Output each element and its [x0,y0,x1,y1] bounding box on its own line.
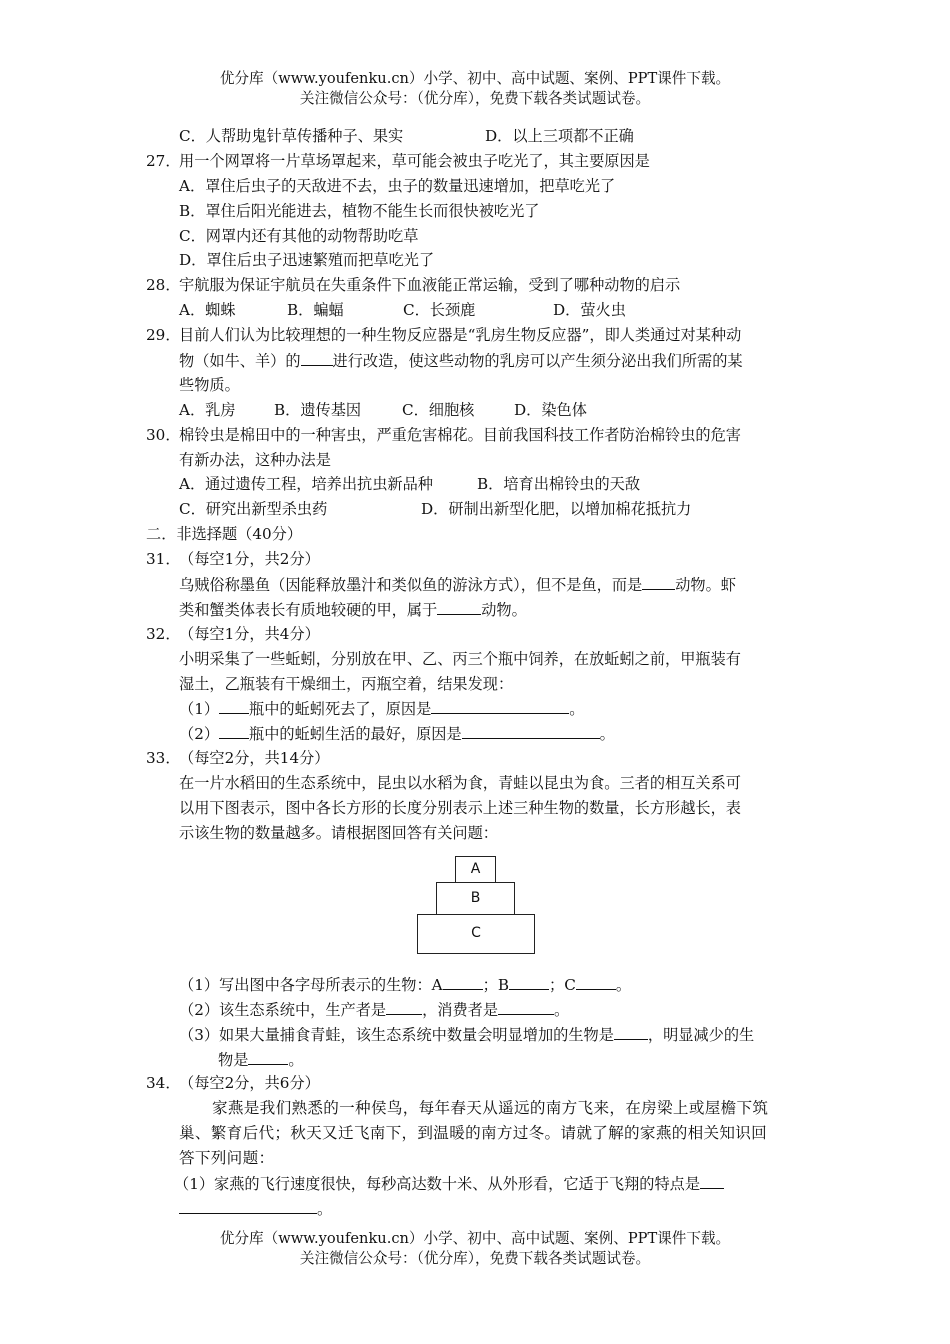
q26-options-cd [146,124,811,149]
q34-score: （每空2分，共6分） [179,1074,320,1093]
page-footer [0,1229,950,1269]
q30-option-c: C．研究出新型杀虫药 [179,500,328,519]
q31-score: （每空1分，共2分） [179,550,320,569]
q33-blank-decrease[interactable] [248,1047,288,1065]
q32-sub2-blank-reason[interactable] [462,721,600,739]
q32-sub1-label: （1） [179,700,220,719]
pyramid-box-c [417,914,535,954]
q33-blank-increase[interactable] [614,1022,648,1040]
q30-options-cd [146,497,811,522]
q32-sub2-text: 瓶中的蚯蚓生活的最好，原因是 [249,725,462,744]
q32-sub1-text: 瓶中的蚯蚓死去了，原因是 [249,700,432,719]
q31-text-1: 乌贼俗称墨鱼（因能释放墨汁和类似鱼的游泳方式），但不是鱼，而是 [179,576,643,595]
q33-blank-producer[interactable] [386,997,422,1015]
q34-passage-2: 巢、繁育后代；秋天又迁飞南下，到温暖的南方过冬。请就了解的家燕的相关知识回 [179,1124,768,1143]
q29-option-b: B．遗传基因 [274,400,362,419]
exam-content [146,124,811,1221]
q31-blank-1[interactable] [642,572,675,590]
q32-sub-2 [146,721,811,746]
q28-stem [146,273,811,298]
q32-header [146,622,811,647]
q33-stem-2: 以用下图表示，图中各长方形的长度分别表示上述三种生物的数量，长方形越长，表 [179,799,741,818]
q32-score: （每空1分，共4分） [179,624,320,643]
q34-sub-1 [146,1171,811,1196]
q33-sub-3 [146,1022,811,1047]
q34-passage-1: 家燕是我们熟悉的一种侯鸟，每年春天从遥远的南方飞来，在房梁上或屋檐下筑 [212,1099,769,1118]
q34-sub1-text: （1）家燕的飞行速度很快，每秒高达数十米、从外形看，它适于飞翔的特点是 [174,1174,701,1193]
q28-option-c: C．长颈鹿 [403,301,476,320]
q26-option-d: D．以上三项都不正确 [485,127,634,145]
q31-header [146,547,811,572]
q27-option-b: B．罩住后阳光能进去，植物不能生长而很快被吃光了 [179,201,540,220]
q34-sub-1-cont [146,1196,811,1221]
q34-sub1-end: 。 [317,1199,333,1218]
q33-sub2-text: （2）该生态系统中，生产者是 [179,1000,387,1019]
q30-number: 30． [146,425,181,444]
q33-sub-3-cont [146,1047,811,1072]
q31-blank-2[interactable] [437,597,481,615]
q32-sub1-end: 。 [569,700,585,719]
q28-option-d: D．萤火虫 [553,301,626,320]
q30-option-b: B．培育出棉铃虫的天敌 [477,475,641,494]
q33-sub3-text: （3）如果大量捕食青蛙，该生态系统中数量会明显增加的生物是 [179,1025,614,1044]
q29-option-d: D．染色体 [514,400,587,419]
q33-sub2-mid: ，消费者是 [422,1000,499,1019]
q33-sub3-end: 。 [288,1050,304,1069]
pyramid-box-b [436,882,515,915]
q29-stem-line1: 目前人们认为比较理想的一种生物反应器是“乳房生物反应器”，即人类通过对某种动 [179,326,742,345]
q33-header [146,746,811,771]
q31-number: 31． [146,550,181,569]
q28-options [146,298,811,323]
q32-sub1-blank-bottle[interactable] [219,696,249,714]
q29-option-c: C．细胞核 [402,400,475,419]
q30-stem-1 [146,423,811,448]
q29-stem-2 [146,348,811,373]
q33-sub-2 [146,997,811,1022]
q32-sub1-blank-reason[interactable] [431,696,569,714]
q26-option-c: C．人帮助鬼针草传播种子、果实 [179,127,404,145]
q31-line-2 [146,597,811,622]
q33-blank-a[interactable] [443,972,483,990]
q30-option-a: A．通过遗传工程，培养出抗虫新品种 [179,475,433,494]
q33-score: （每空2分，共14分） [179,749,330,768]
q27-stem [146,149,811,174]
header-line-1: 优分库（www.youfenku.cn）小学、初中、高中试题、案例、PPT课件下载。 [219,70,731,87]
pyramid-label-c: C [471,924,481,941]
q31-text-3: 类和蟹类体表长有质地较硬的甲，属于 [179,600,438,619]
q30-option-d: D．研制出新型化肥，以增加棉花抵抗力 [421,500,692,519]
footer-line-1: 优分库（www.youfenku.cn）小学、初中、高中试题、案例、PPT课件下载。 [219,1230,731,1247]
q33-sub2-end: 。 [554,1000,570,1019]
q29-number: 29． [146,326,181,345]
q33-sub1-sep2: ；C [549,975,576,994]
q32-sub2-blank-bottle[interactable] [219,721,249,739]
q27-number: 27． [146,151,181,170]
food-chain-pyramid-diagram [146,846,811,972]
section-2-title: 二．非选择题（40分） [146,525,303,544]
q31-text-4: 动物。 [481,600,527,619]
q30-stem-line1: 棉铃虫是棉田中的一种害虫，严重危害棉花。目前我国科技工作者防治棉铃虫的危害 [179,425,741,444]
q28-stem-text: 宇航服为保证宇航员在失重条件下血液能正常运输，受到了哪种动物的启示 [179,276,681,295]
header-line-2: 关注微信公众号：（优分库），免费下载各类试题试卷。 [299,90,651,107]
q33-number: 33． [146,749,181,768]
page-header [0,69,950,109]
pyramid-label-a: A [470,860,481,877]
q27-option-d: D．罩住后虫子迅速繁殖而把草吃光了 [179,251,435,270]
q29-stem-line2-b: 进行改造，使这些动物的乳房可以产生须分泌出我们所需的某 [332,352,743,371]
q28-number: 28． [146,276,181,295]
pyramid-label-b: B [470,889,481,906]
q33-blank-consumer[interactable] [498,997,554,1015]
q29-options [146,398,811,423]
q33-sub3-mid: ，明显减少的生 [647,1025,755,1044]
q31-line-1 [146,572,811,597]
q31-text-2: 动物。虾 [675,576,736,595]
q29-stem-1 [146,323,811,348]
q29-stem-3: 些物质。 [179,375,240,394]
q29-stem-line2-a: 物（如牛、羊）的 [179,352,301,371]
q28-option-b: B．蝙蝠 [287,301,344,320]
q32-stem-2: 湿土，乙瓶装有干燥细土，丙瓶空着，结果发现： [179,674,514,693]
q33-sub1-sep1: ；B [482,975,509,994]
q33-sub-1 [146,972,811,997]
q33-sub1-text: （1）写出图中各字母所表示的生物：A [179,975,443,994]
q33-stem-3: 示该生物的数量越多。请根据图回答有关问题： [179,823,498,842]
q29-option-a: A．乳房 [179,400,236,419]
q34-blank-1b[interactable] [179,1196,317,1214]
q32-stem-1: 小明采集了一些蚯蚓，分别放在甲、乙、丙三个瓶中饲养，在放蚯蚓之前，甲瓶装有 [179,649,741,668]
q34-header [146,1071,811,1096]
q32-number: 32． [146,624,181,643]
q32-sub2-label: （2） [179,725,220,744]
q33-stem-1: 在一片水稻田的生态系统中，昆虫以水稻为食，青蛙以昆虫为食。三者的相互关系可 [179,774,741,793]
q32-sub-1 [146,696,811,721]
q30-stem-2: 有新办法，这种办法是 [179,450,331,469]
q33-sub3-line2: 物是 [218,1050,249,1069]
q32-sub2-end: 。 [599,725,615,744]
q33-blank-c[interactable] [576,972,616,990]
q34-number: 34． [146,1074,181,1093]
q33-blank-b[interactable] [509,972,549,990]
q27-option-c: C．网罩内还有其他的动物帮助吃草 [179,226,419,245]
q27-stem-text: 用一个网罩将一片草场罩起来，草可能会被虫子吃光了，其主要原因是 [179,151,650,170]
q28-option-a: A．蜘蛛 [179,301,236,320]
q34-blank-1a[interactable] [700,1171,724,1189]
pyramid-box-a [455,856,496,883]
q27-option-a: A．罩住后虫子的天敌进不去，虫子的数量迅速增加，把草吃光了 [179,176,616,195]
q30-options-ab [146,472,811,497]
q29-answer-blank[interactable] [301,348,333,366]
q33-sub1-end: 。 [615,975,631,994]
q34-passage-3: 答下列问题： [179,1149,275,1168]
footer-line-2: 关注微信公众号：（优分库），免费下载各类试题试卷。 [299,1250,651,1267]
